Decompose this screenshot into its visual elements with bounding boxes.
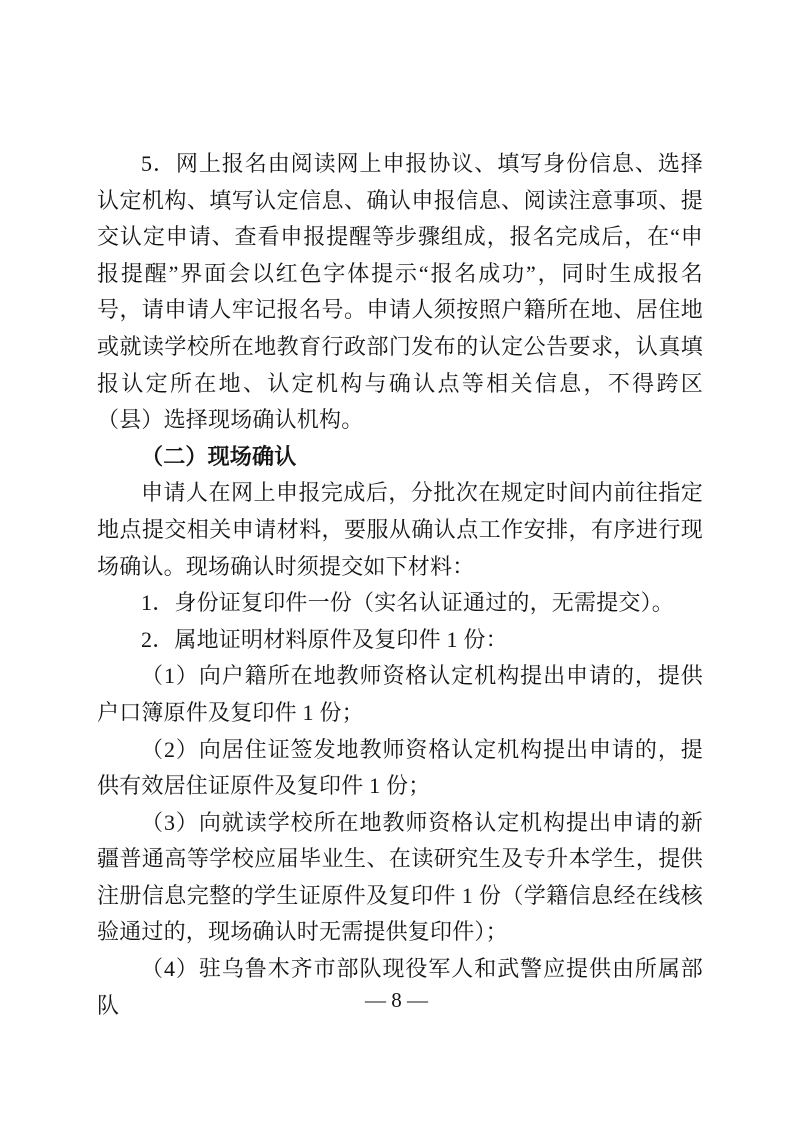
paragraph-item-3-student-id: （3）向就读学校所在地教师资格认定机构提出申请的新疆普通高等学校应届毕业生、在读研究生及专升本学生，提供注册信息完整的学生证原件及复印件 1 份（学籍信息经在线核验通过的，现场确认时无需提供复印件）； <box>97 809 703 945</box>
paragraph-material-2-residency-proof: 2．属地证明材料原件及复印件 1 份： <box>141 626 508 652</box>
heading-onsite-confirmation: （二）现场确认 <box>141 443 297 469</box>
document-content <box>97 146 703 1024</box>
paragraph-item-4-military-personnel: （4）驻乌鲁木齐市部队现役军人和武警应提供由所属部队 <box>97 956 703 1018</box>
paragraph-onsite-confirmation-intro: 申请人在网上申报完成后，分批次在规定时间内前往指定地点提交相关申请材料，要服从确认点工作安排，有序进行现场确认。现场确认时须提交如下材料： <box>97 480 703 579</box>
paragraph-item-1-household-register: （1）向户籍所在地教师资格认定机构提出申请的，提供户口簿原件及复印件 1 份； <box>97 663 703 725</box>
paragraph-item-2-residence-permit: （2）向居住证签发地教师资格认定机构提出申请的，提供有效居住证原件及复印件 1 份； <box>97 736 703 799</box>
page-number: — 8 — <box>365 988 428 1012</box>
paragraph-material-1-id-copy: 1．身份证复印件一份（实名认证通过的，无需提交）。 <box>141 590 675 616</box>
paragraph-online-signup-steps: 5．网上报名由阅读网上申报协议、填写身份信息、选择认定机构、填写认定信息、确认申报信息、阅读注意事项、提交认定申请、查看申报提醒等步骤组成，报名完成后，在“申报提醒”界面会以红色字体提示“报名成功”，同时生成报名号，请申请人牢记报名号。申请人须按照户籍所在地、居住地或就读学校所在地教育行政部门发布的认定公告要求，认真填报认定所在地、认定机构与确认点等相关信息，不得跨区（县）选择现场确认机构。 <box>97 151 703 433</box>
